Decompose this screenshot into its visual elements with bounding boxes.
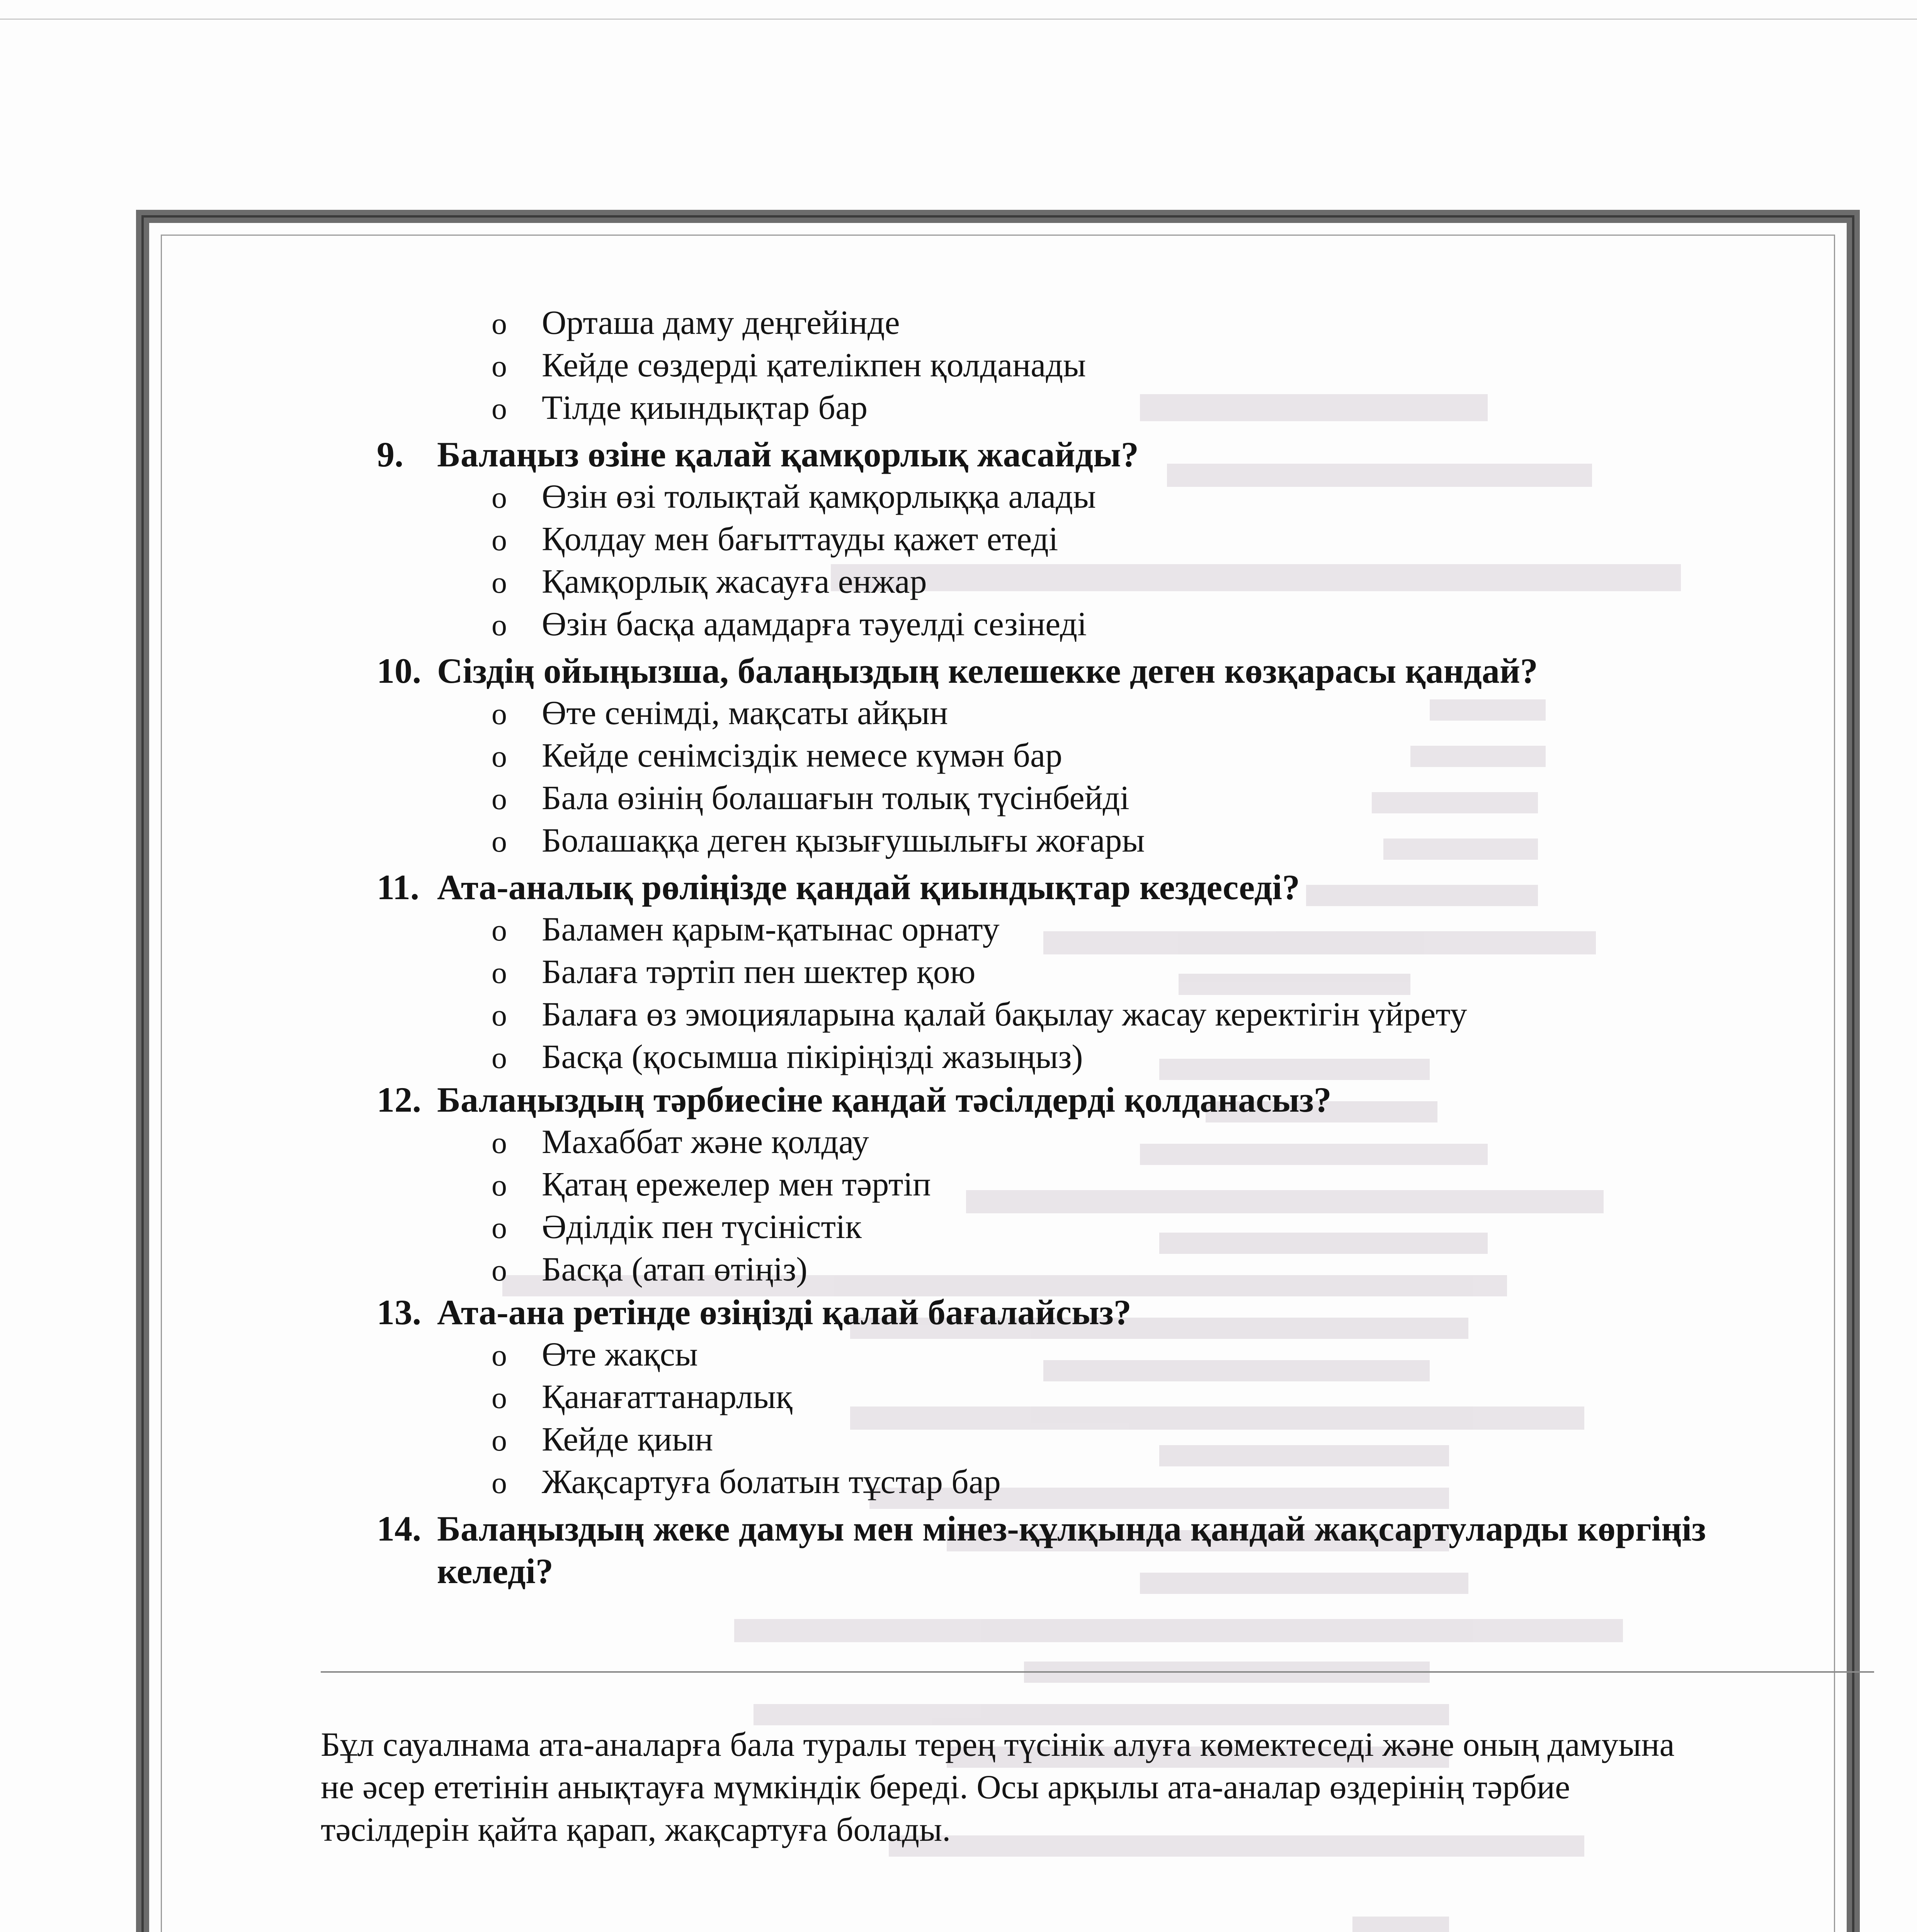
option-item — [492, 1206, 862, 1249]
option-text: Қатаң ережелер мен тәртіп — [542, 1166, 931, 1203]
question-11 — [377, 866, 1300, 909]
question-14-continuation: келеді? — [437, 1551, 553, 1591]
option-item — [492, 475, 1096, 519]
option-bullet: o — [492, 1211, 507, 1245]
option-text: Өзін басқа адамдарға тәуелді сезінеді — [542, 605, 1087, 643]
question-number: 14. — [377, 1509, 421, 1548]
question-number: 12. — [377, 1080, 421, 1119]
option-text: Махаббат және қолдау — [542, 1123, 869, 1161]
option-item — [492, 1121, 869, 1164]
option-bullet: o — [492, 740, 507, 774]
option-bullet: o — [492, 1168, 507, 1202]
option-item — [492, 344, 1086, 387]
option-bullet: o — [492, 1041, 507, 1075]
option-text: Әділдік пен түсіністік — [542, 1208, 862, 1246]
option-text: Өте сенімді, мақсаты айқын — [542, 694, 948, 732]
option-item — [492, 560, 927, 604]
option-bullet: o — [492, 1423, 507, 1458]
option-text: Жақсартуға болатын тұстар бар — [542, 1463, 1001, 1501]
option-bullet: o — [492, 913, 507, 947]
option-bullet: o — [492, 998, 507, 1032]
question-number: 9. — [377, 435, 403, 474]
question-text: Ата-аналық рөліңізде қандай қиындықтар кездеседі? — [437, 867, 1300, 907]
question-13 — [377, 1291, 1131, 1334]
question-12 — [377, 1078, 1332, 1121]
option-item — [492, 1036, 1083, 1079]
answer-line-divider — [321, 1671, 1874, 1673]
option-bullet: o — [492, 825, 507, 859]
option-item — [492, 951, 976, 994]
option-text: Кейде қиын — [542, 1421, 713, 1458]
option-text: Балаға өз эмоцияларына қалай бақылау жасау керектігін үйрету — [542, 996, 1467, 1033]
option-text: Тілде қиындықтар бар — [542, 389, 868, 427]
question-10 — [377, 649, 1538, 692]
option-bullet: o — [492, 1466, 507, 1500]
option-bullet: o — [492, 349, 507, 383]
option-text: Болашаққа деген қызығушылығы жоғары — [542, 822, 1145, 859]
option-item — [492, 1333, 698, 1376]
option-text: Балаға тәртіп пен шектер қою — [542, 953, 976, 991]
option-text: Кейде сенімсіздік немесе күмән бар — [542, 737, 1063, 774]
option-item — [492, 1418, 713, 1461]
option-bullet: o — [492, 608, 507, 642]
option-text: Өзін өзі толықтай қамқорлыққа алады — [542, 478, 1096, 515]
option-bullet: o — [492, 697, 507, 731]
option-bullet: o — [492, 307, 507, 341]
option-item — [492, 993, 1467, 1036]
option-item — [492, 1461, 1001, 1504]
option-text: Қолдау мен бағыттауды қажет етеді — [542, 520, 1058, 558]
option-bullet: o — [492, 481, 507, 515]
option-bullet: o — [492, 782, 507, 816]
question-text: Сіздің ойыңызша, балаңыздың келешекке деген көзқарасы қандай? — [437, 651, 1538, 690]
question-text: Балаңыздың жеке дамуы мен мінез-құлқында қандай жақсартуларды көргіңіз — [437, 1509, 1706, 1548]
option-bullet: o — [492, 1381, 507, 1415]
question-number: 13. — [377, 1293, 421, 1332]
option-item — [492, 1376, 793, 1419]
option-item — [492, 603, 1087, 646]
option-bullet: o — [492, 1338, 507, 1372]
page-top-rule — [0, 19, 1917, 20]
question-number: 10. — [377, 651, 421, 690]
option-text: Қанағаттанарлық — [542, 1378, 793, 1416]
option-item — [492, 1248, 808, 1291]
option-item — [492, 734, 1062, 777]
option-text: Қамқорлық жасауға енжар — [542, 563, 927, 600]
question-text: Балаңыздың тәрбиесіне қандай тәсілдерді қолданасыз? — [437, 1080, 1332, 1119]
option-bullet: o — [492, 1126, 507, 1160]
option-text: Өте жақсы — [542, 1336, 698, 1373]
option-bullet: o — [492, 392, 507, 426]
option-text: Бала өзінің болашағын толық түсінбейді — [542, 779, 1129, 817]
question-9 — [377, 433, 1139, 476]
option-bullet: o — [492, 566, 507, 600]
question-number: 11. — [377, 867, 419, 907]
summary-line: тәсілдерін қайта қарап, жақсартуға болады. — [321, 1811, 951, 1849]
option-item — [492, 819, 1145, 862]
option-item — [492, 908, 1000, 951]
option-item — [492, 301, 900, 345]
option-text: Баламен қарым-қатынас орнату — [542, 911, 1000, 948]
option-text: Кейде сөздерді қателікпен қолданады — [542, 347, 1086, 384]
option-item — [492, 518, 1058, 561]
option-item — [492, 777, 1129, 820]
question-text: Балаңыз өзіне қалай қамқорлық жасайды? — [437, 435, 1139, 474]
option-text: Орташа даму деңгейінде — [542, 304, 900, 342]
summary-line: не әсер ететінін анықтауға мүмкіндік береді. Осы арқылы ата-аналар өздерінің тәрбие — [321, 1769, 1570, 1806]
question-text: Ата-ана ретінде өзіңізді қалай бағалайсыз? — [437, 1293, 1131, 1332]
option-text: Басқа (атап өтіңіз) — [542, 1251, 808, 1288]
option-text: Басқа (қосымша пікіріңізді жазыңыз) — [542, 1038, 1083, 1076]
option-bullet: o — [492, 1253, 507, 1287]
option-item — [492, 692, 948, 735]
option-bullet: o — [492, 523, 507, 557]
option-bullet: o — [492, 956, 507, 990]
question-14 — [377, 1507, 1706, 1550]
option-item — [492, 1163, 931, 1206]
option-item — [492, 386, 867, 430]
summary-line: Бұл сауалнама ата-аналарға бала туралы терең түсінік алуға көмектеседі және оның дамуына — [321, 1726, 1675, 1764]
